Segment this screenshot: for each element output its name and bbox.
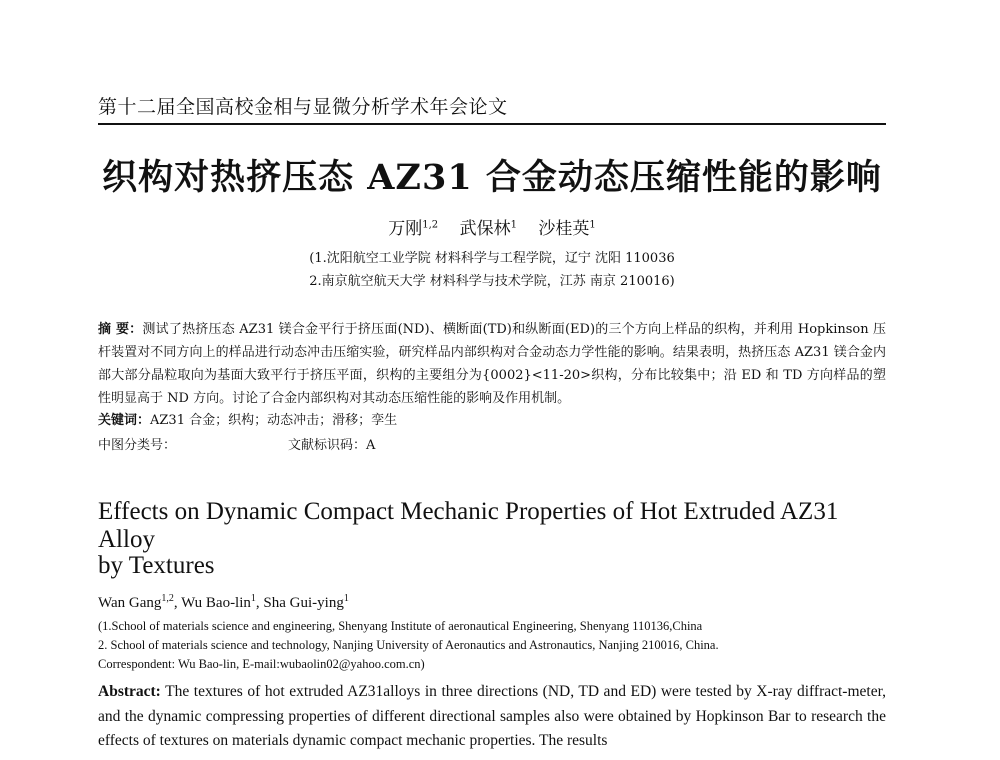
abstract-en-text: The textures of hot extruded AZ31alloys in three directions (ND, TD and ED) were tested by X-ray diffract-meter, and the dynamic compressing properties of different directional samples also were obtained by Hopkinson Bar to research the effects of textures on materials dynamic compact mechanic properties. The results (98, 683, 886, 749)
abstract-cn-label: 摘 要： (98, 322, 143, 337)
affiliation-cn: 2.南京航空航天大学 材料科学与技术学院，江苏 南京 210016) (309, 274, 675, 289)
paper-title-cn: 织构对热挤压态 AZ31 合金动态压缩性能的影响 (102, 157, 882, 198)
author-en: Sha Gui-ying$^1$ (263, 593, 349, 611)
author-cn: 万刚$^{1,2}$ (388, 219, 439, 239)
conference-title: 第十二届全国高校金相与显微分析学术年会论文 (98, 96, 508, 118)
keywords-cn-label: 关键词： (98, 413, 151, 428)
affiliation-en: 2. School of materials science and technology, Nanjing University of Aeronautics and Astronautics, Nanjing 210016, China. (98, 638, 719, 652)
document-code: 文献标识码：A (288, 438, 376, 453)
affiliation-cn: (1.沈阳航空工业学院 材料科学与工程学院，辽宁 沈阳 110036 (309, 251, 675, 266)
keywords-cn-text: AZ31 合金；织构；动态冲击；滑移；孪生 (150, 413, 398, 428)
affiliation-en: (1.School of materials science and engineering, Shenyang Institute of aeronautical Engineering, Shenyang 110136,China (98, 619, 703, 633)
author-en: Wu Bao-lin$^1$, (181, 593, 264, 611)
paper-title-en-line1: Effects on Dynamic Compact Mechanic Properties of Hot Extruded AZ31 Alloy (98, 498, 839, 553)
author-en: Wan Gang$^{1,2}$, (98, 593, 182, 611)
author-cn: 武保林$^1$ (459, 219, 517, 239)
author-list-en (98, 595, 886, 612)
running-header (98, 92, 886, 125)
author-list-cn (98, 214, 886, 239)
clc-label: 中图分类号： (98, 438, 177, 453)
abstract-cn (98, 318, 886, 410)
keywords-cn (98, 409, 886, 428)
author-cn: 沙桂英$^1$ (538, 219, 596, 239)
abstract-en (98, 680, 886, 754)
correspondent-en: Correspondent: Wu Bao-lin, E-mail:wubaolin02@yahoo.com.cn) (98, 657, 425, 671)
classification-cn (98, 434, 886, 453)
paper-title-en-line2: by Textures (98, 552, 215, 579)
abstract-cn-text: 测试了热挤压态 AZ31 镁合金平行于挤压面(ND)、横断面(TD)和纵断面(ED)的三个方向上样品的织构，并利用 Hopkinson 压杆装置对不同方向上的样品进行动态冲击压缩实验，研究样品内部织构对合金动态力学性能的影响。结果表明，热挤压态 AZ31 镁合金内部大部分晶粒取向为基面大致平行于挤压平面，织构的主要组分为{0002}<11-20>织构，分布比较集中；沿 ED 和 TD 方向样品的塑性明显高于 ND 方向。讨论了合金内部织构对其动态压缩性能的影响及作用机制。 (98, 322, 886, 406)
abstract-en-label: Abstract: (98, 683, 161, 700)
